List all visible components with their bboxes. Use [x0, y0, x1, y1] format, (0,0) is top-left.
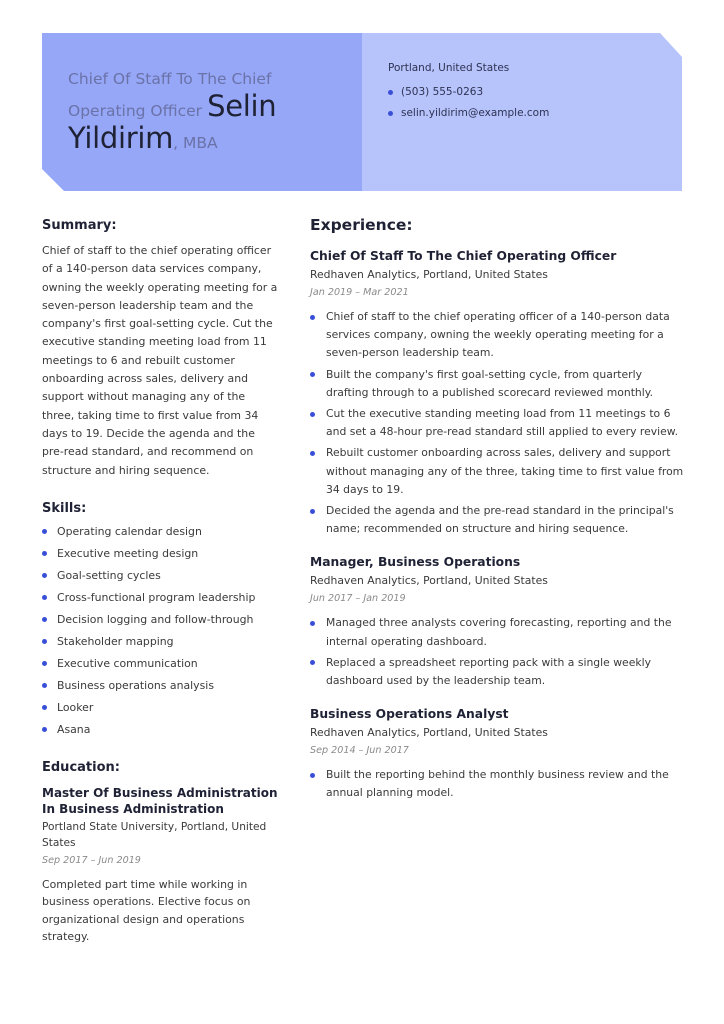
- bullet-icon: [42, 573, 47, 578]
- job-bullets: [310, 766, 685, 802]
- bullet-icon: [310, 509, 315, 514]
- contact-block: [388, 62, 549, 128]
- header-job-title: Chief Of Staff To The Chief Operating Officer: [68, 70, 272, 121]
- location: Portland, United States: [388, 62, 510, 74]
- skills-section: [42, 501, 280, 741]
- skill-item: Stakeholder mapping: [42, 631, 280, 653]
- skills-heading: Skills:: [42, 500, 87, 516]
- skill-item: Decision logging and follow-through: [42, 609, 280, 631]
- education-heading: Education:: [42, 759, 120, 775]
- job-entry: [310, 248, 685, 538]
- bullet-icon: [42, 595, 47, 600]
- job-dates: Jun 2017 – Jan 2019: [310, 593, 406, 605]
- person-name: Selin Yildirim: [68, 89, 277, 156]
- resume-header: [42, 33, 682, 191]
- email: selin.yildirim@example.com: [401, 107, 550, 119]
- education-school: Portland State University, Portland, United States: [42, 820, 267, 849]
- education-note: Completed part time while working in business operations. Elective focus on organizational design and operations strategy.: [42, 877, 251, 944]
- phone: (503) 555-0263: [401, 86, 484, 98]
- summary-text: Chief of staff to the chief operating officer of a 140-person data services company, owning the weekly operating meeting for a seven-person leadership team and the company's first goal-setting cycle. Cut the executive standing meeting load from 11 meetings to 6 and rebuilt customer onboarding across sales, delivery and support without managing any of the three, taking time to first value from 34 days to 19. Decide the agenda and the pre-read standard, and recommend on structure and hiring sequence.: [42, 244, 278, 477]
- bullet-icon: [42, 617, 47, 622]
- summary-section: [42, 218, 280, 480]
- phone-line: [388, 86, 549, 98]
- job-bullet: Cut the executive standing meeting load from 11 meetings to 6 and set a 48-hour pre-read standard still applied to every review.: [310, 405, 685, 441]
- bullet-icon: [310, 660, 315, 665]
- bullet-icon: [42, 705, 47, 710]
- bullet-icon: [388, 111, 393, 116]
- bullet-icon: [310, 315, 315, 320]
- bullet-icon: [42, 727, 47, 732]
- bullet-icon: [42, 551, 47, 556]
- right-column: [310, 216, 685, 819]
- job-bullet: Built the reporting behind the monthly business review and the annual planning model.: [310, 766, 685, 802]
- job-title: Chief Of Staff To The Chief Operating Officer: [310, 249, 617, 263]
- skill-item: Asana: [42, 719, 280, 741]
- job-bullet: Replaced a spreadsheet reporting pack with a single weekly dashboard used by the leadership team.: [310, 654, 685, 690]
- bullet-icon: [310, 412, 315, 417]
- email-line: [388, 107, 549, 119]
- bullet-icon: [310, 451, 315, 456]
- skill-item: Executive communication: [42, 653, 280, 675]
- bullet-icon: [42, 529, 47, 534]
- name-block: [68, 67, 348, 155]
- job-company: Redhaven Analytics, Portland, United States: [310, 574, 548, 588]
- bullet-icon: [310, 621, 315, 626]
- job-entry: [310, 706, 685, 802]
- education-dates: Sep 2017 – Jun 2019: [42, 854, 141, 866]
- job-bullet: Managed three analysts covering forecasting, reporting and the internal operating dashboard.: [310, 614, 685, 650]
- education-degree: Master Of Business Administration In Business Administration: [42, 785, 278, 816]
- bullet-icon: [42, 639, 47, 644]
- job-dates: Sep 2014 – Jun 2017: [310, 745, 409, 757]
- bullet-icon: [42, 661, 47, 666]
- skill-item: Goal-setting cycles: [42, 565, 280, 587]
- job-bullet: Built the company's first goal-setting cycle, from quarterly drafting through to a published scorecard reviewed monthly.: [310, 366, 685, 402]
- job-company: Redhaven Analytics, Portland, United States: [310, 726, 548, 740]
- summary-heading: Summary:: [42, 218, 117, 233]
- job-dates: Jan 2019 – Mar 2021: [310, 287, 409, 298]
- skill-item: Executive meeting design: [42, 543, 280, 565]
- job-title: Manager, Business Operations: [310, 555, 521, 570]
- job-bullet: Rebuilt customer onboarding across sales, delivery and support without managing any of the three, taking time to first value from 34 days to 19.: [310, 444, 685, 499]
- bullet-icon: [42, 683, 47, 688]
- skill-item: Business operations analysis: [42, 675, 280, 697]
- skill-item: Operating calendar design: [42, 521, 280, 543]
- bullet-icon: [388, 90, 393, 95]
- education-section: [42, 760, 280, 946]
- job-bullet: Chief of staff to the chief operating officer of a 140-person data services company, owning the weekly operating meeting for a seven-person leadership team.: [310, 308, 685, 363]
- person-degree: , MBA: [173, 134, 218, 153]
- job-bullets: [310, 308, 685, 538]
- job-entry: [310, 554, 685, 690]
- left-column: [42, 218, 280, 946]
- skills-list: [42, 521, 280, 741]
- job-bullets: [310, 614, 685, 690]
- job-bullet: Decided the agenda and the pre-read standard in the principal's name; recommended on structure and hiring sequence.: [310, 502, 685, 538]
- job-title: Business Operations Analyst: [310, 707, 509, 722]
- skill-item: Cross-functional program leadership: [42, 587, 280, 609]
- job-company: Redhaven Analytics, Portland, United States: [310, 268, 548, 281]
- bullet-icon: [310, 773, 315, 778]
- bullet-icon: [310, 372, 315, 377]
- skill-item: Looker: [42, 697, 280, 719]
- experience-heading: Experience:: [310, 216, 413, 234]
